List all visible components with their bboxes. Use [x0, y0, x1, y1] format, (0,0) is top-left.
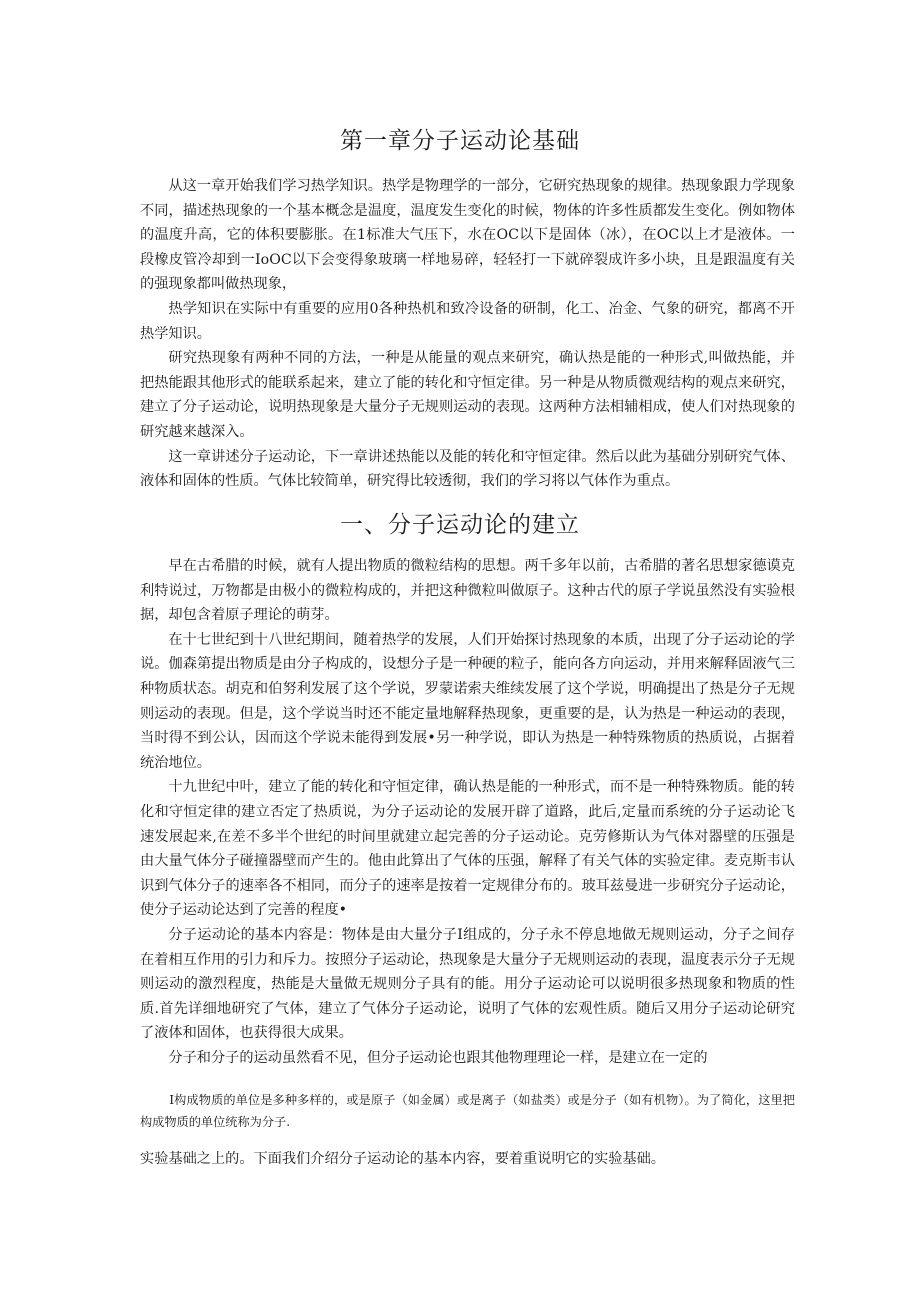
section-body — [140, 554, 795, 1070]
paragraph: 从这一章开始我们学习热学知识。热学是物理学的一部分，它研究热现象的规律。热现象跟力学现象不同，描述热现象的一个基本概念是温度，温度发生变化的时候，物体的许多性质都发生变化。例如物体的温度升高，它的体积要膨胀。在1标准大气压下，水在OC以下是固体（冰），在OC以上才是液体。一段橡皮管冷却到一IoOC以下会变得象玻璃一样地易碎，轻轻打一下就碎裂成许多小块，且是跟温度有关的强现象都叫做热现象， — [140, 178, 795, 293]
paragraph: 热学知识在实际中有重要的应用0各种热机和致冷设备的研制，化工、冶金、气象的研究，都离不开热学知识。 — [140, 300, 795, 342]
paragraph-continuation: 实验基础之上的。下面我们介绍分子运动论的基本内容，要着重说明它的实验基础。 — [140, 1151, 665, 1167]
chapter-intro — [140, 174, 795, 494]
footnote: I构成物质的单位是多种多样的，或是原子（如金属）或是离子（如盐类）或是分子（如有机物）。为了简化，这里把构成物质的单位统称为分子. — [140, 1093, 795, 1129]
section-title: 一、分子运动论的建立 — [340, 512, 580, 538]
paragraph: 分子和分子的运动虽然看不见，但分子运动论也跟其他物理理论一样，是建立在一定的 — [168, 1049, 708, 1066]
paragraph: 分子运动论的基本内容是：物体是由大量分子I组成的，分子永不停息地做无规则运动，分子之间存在着相互作用的引力和斥力。按照分子运动论，热现象是大量分子无规则运动的表现，温度表示分子无规则运动的激烈程度，热能是大量做无规则分子具有的能。用分子运动论可以说明很多热现象和物质的性质.首先详细地研究了气体，建立了气体分子运动论，说明了气体的宏观性质。随后又用分子运动论研究了液体和固体，也获得很大成果。 — [140, 926, 795, 1042]
paragraph: 早在古希腊的时候，就有人提出物质的微粒结构的思想。两千多年以前，古希腊的著名思想家德谟克利特说过，万物都是由极小的微粒构成的，并把这种微粒叫做原子。这种古代的原子学说虽然没有实验根据，却包含着原子理论的萌芽。 — [140, 558, 795, 624]
paragraph: 在十七世纪到十八世纪期间，随着热学的发展，人们开始探讨热现象的本质，出现了分子运动论的学说。伽森第提出物质是由分子构成的，设想分子是一种硬的粒子，能向各方向运动，并用来解释固液气三种物质状态。胡克和伯努利发展了这个学说，罗蒙诺索夫维续发展了这个学说，明确提出了热是分子无规则运动的表现。但是，这个学说当时还不能定量地解释热现象，更重要的是，认为热是一种运动的表现，当时得不到公认，因而这个学说未能得到发展•另一种学说，即认为热是一种特殊物质的热质说，占据着统治地位。 — [140, 631, 795, 771]
paragraph: 这一章讲述分子运动论，下一章讲述热能以及能的转化和守恒定律。然后以此为基础分别研究气体、液体和固体的性质。气体比较简单，研究得比较透彻，我们的学习将以气体作为重点。 — [140, 448, 795, 490]
chapter-title: 第一章分子运动论基础 — [340, 128, 580, 154]
paragraph: 研究热现象有两种不同的方法，一种是从能量的观点来研究，确认热是能的一种形式,叫做热能，并把热能跟其他形式的能联系起来，建立了能的转化和守恒定律。另一种是从物质微观结构的观点来研究，建立了分子运动论，说明热现象是大量分子无规则运动的表现。这两种方法相辅相成，使人们对热现象的研究越来越深入。 — [140, 350, 795, 440]
paragraph: 十九世纪中叶，建立了能的转化和守恒定律，确认热是能的一种形式，而不是一种特殊物质。能的转化和守恒定律的建立否定了热质说，为分子运动论的发展开辟了道路，此后,定量而系统的分子运动论飞速发展起来,在差不多半个世纪的时间里就建立起完善的分子运动论。克劳修斯认为气体对器壁的压强是由大量气体分子碰撞器壁而产生的。他由此算出了气体的压强，解释了有关气体的实验定律。麦克斯韦认识到气体分子的速率各不相同，而分子的速率是按着一定规律分布的。玻耳兹曼进一步研究分子运动论，使分子运动论达到了完善的程度• — [140, 779, 795, 919]
